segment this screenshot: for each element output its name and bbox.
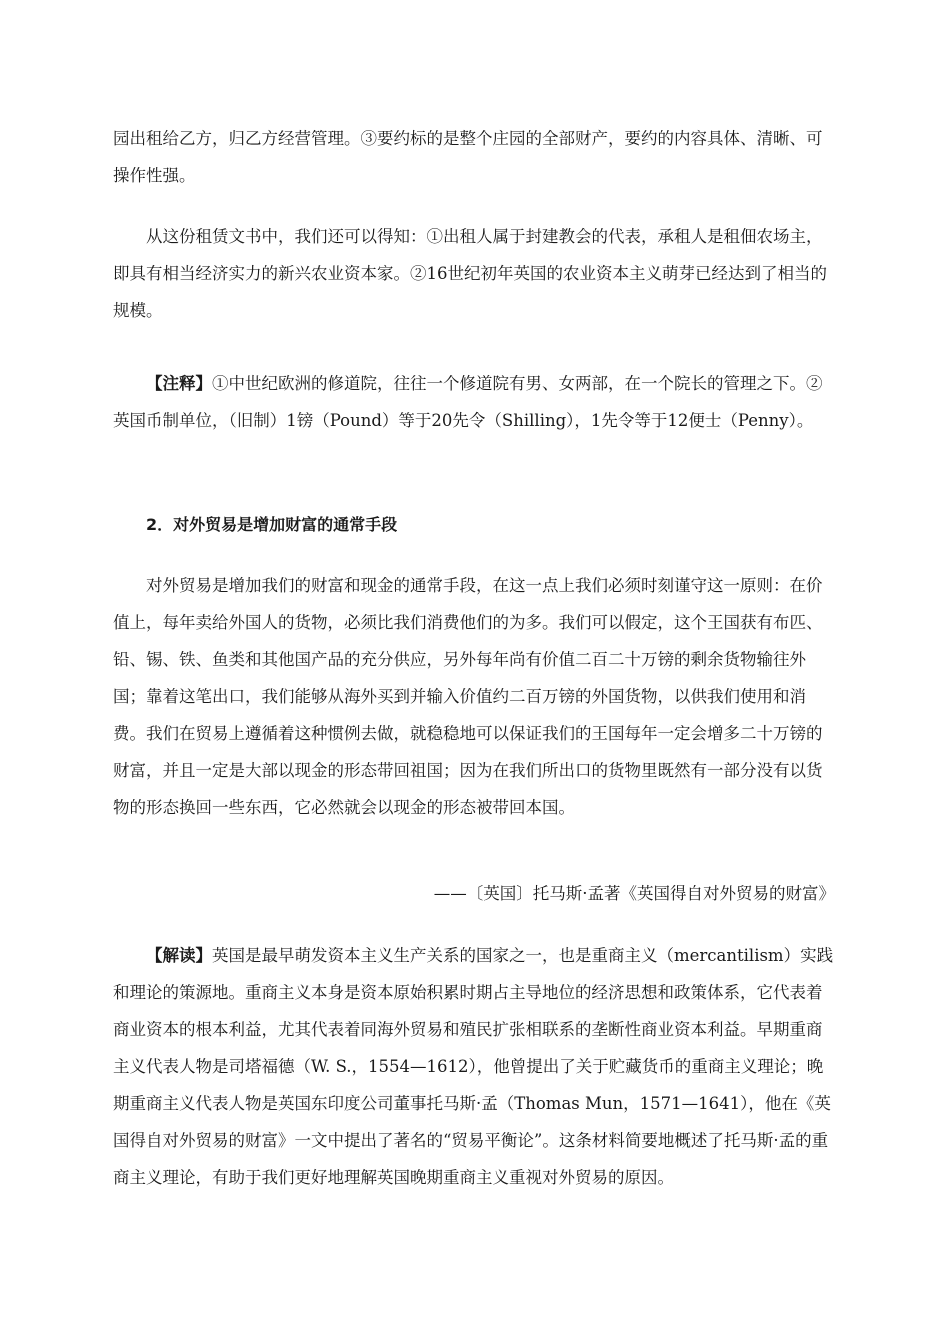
paragraph-text: 从这份租赁文书中，我们还可以得知：①出租人属于封建教会的代表，承租人是租佃农场主，即具有相当经济实力的新兴农业资本家。②16世纪初年英国的农业资本主义萌芽已经达到了相当的规模。 [113,227,827,320]
interpretation-block [113,937,835,1196]
note-block [113,365,835,439]
paragraph-continued [113,120,835,194]
section-heading [113,506,835,543]
interpretation-label: 【解读】 [146,946,212,965]
interpretation-text: 英国是最早萌发资本主义生产关系的国家之一，也是重商主义（mercantilism）实践和理论的策源地。重商主义本身是资本原始积累时期占主导地位的经济思想和政策体系，它代表着商业资本的根本利益，尤其代表着同海外贸易和殖民扩张相联系的垄断性商业资本利益。早期重商主义代表人物是司塔福德（W. S.，1554—1612），他曾提出了关于贮藏货币的重商主义理论；晚期重商主义代表人物是英国东印度公司董事托马斯·孟（Thomas Mun，1571—1641），他在《英国得自对外贸易的财富》一文中提出了著名的“贸易平衡论”。这条材料简要地概述了托马斯·孟的重商主义理论，有助于我们更好地理解英国晚期重商主义重视对外贸易的原因。 [113,946,834,1187]
attribution-block [113,875,835,912]
note-text: ①中世纪欧洲的修道院，往往一个修道院有男、女两部，在一个院长的管理之下。②英国币制单位，（旧制）1镑（Pound）等于20先令（Shilling），1先令等于12便士（Penny）。 [113,374,823,430]
quote-block [113,567,835,826]
interpretation-paragraph [113,937,835,1196]
quote-text: 对外贸易是增加我们的财富和现金的通常手段，在这一点上我们必须时刻谨守这一原则：在价值上，每年卖给外国人的货物，必须比我们消费他们的为多。我们可以假定，这个王国获有布匹、铅、锡、铁、鱼类和其他国产品的充分供应，另外每年尚有价值二百二十万镑的剩余货物输往外国；靠着这笔出口，我们能够从海外买到并输入价值约二百万镑的外国货物，以供我们使用和消费。我们在贸易上遵循着这种惯例去做，就稳稳地可以保证我们的王国每年一定会增多二十万镑的财富，并且一定是大部以现金的形态带回祖国；因为在我们所出口的货物里既然有一部分没有以货物的形态换回一些东西，它必然就会以现金的形态被带回本国。 [113,576,823,817]
paragraph-lease-inference [113,218,835,329]
attribution-text: ——〔英国〕托马斯·孟著《英国得自对外贸易的财富》 [433,884,835,903]
note-paragraph [113,365,835,439]
section-heading-text: 2．对外贸易是增加财富的通常手段 [146,515,398,534]
paragraph-text: 园出租给乙方，归乙方经营管理。③要约标的是整个庄园的全部财产，要约的内容具体、清晰、可操作性强。 [113,129,823,185]
note-label: 【注释】 [146,374,212,393]
